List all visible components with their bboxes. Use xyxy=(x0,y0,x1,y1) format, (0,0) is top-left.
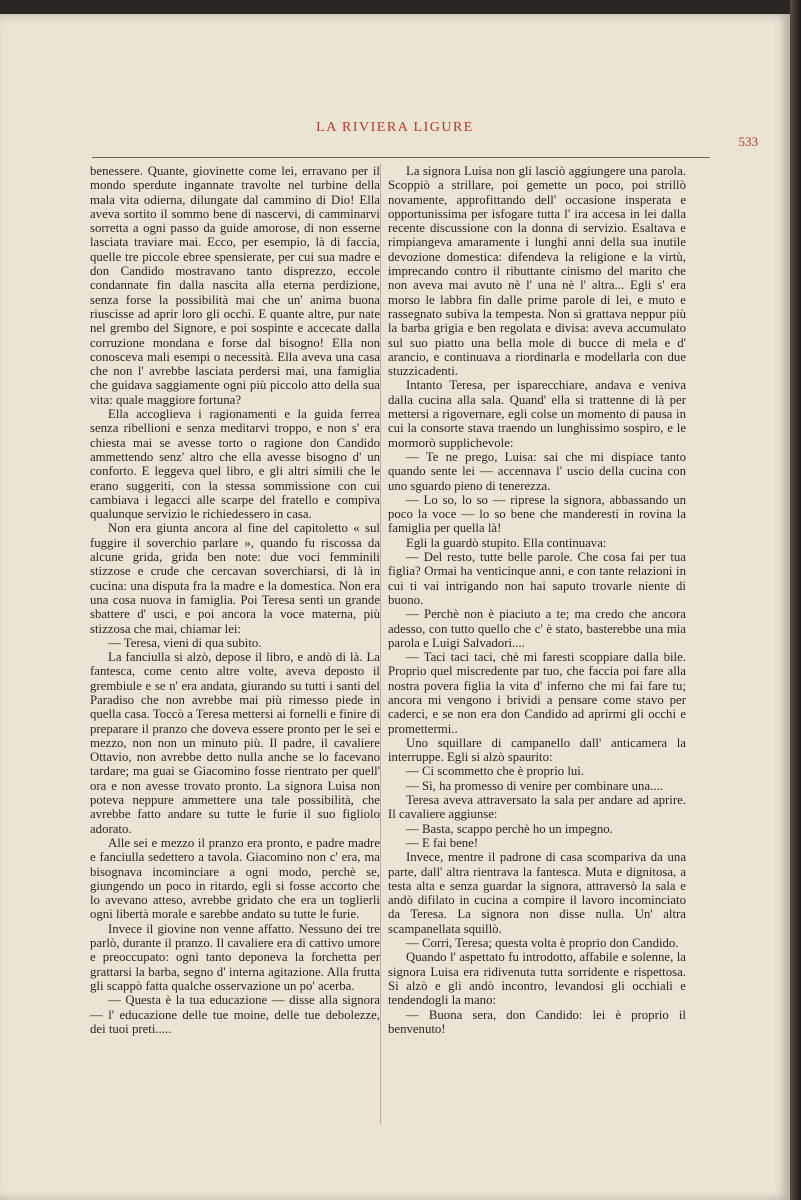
paragraph: La signora Luisa non gli lasciò aggiungere una parola. Scoppiò a strillare, poi gemette un poco, poi strillò novamente, approfittando dell' occasione insperata e opportunissima per isfogare tutta l' ira accesa in lei dalla recente discussione con la donna di servizio. Esaltava e rimpiangeva amaramente i lunghi anni della sua inutile devozione domestica: difendeva la religione e la virtù, imprecando contro il ributtante cinismo del marito che non aveva mai avuto nè l' una nè l' altra... Egli s' era morso le labbra fin dalle prime parole di lei, e muto e rassegnato subiva la tempesta. Non si grattava neppur più la barba grigia e ben regolata e divisa: aveva accumulato sul suo piatto una bella mole di bucce di mela e d' arancio, e continuava a riordinarla e modellarla con due stuzzicadenti. xyxy=(388,164,686,379)
column-divider xyxy=(380,164,381,1124)
paragraph: Non era giunta ancora al fine del capitoletto « sul fuggire il soverchio parlare », quando fu riscossa da alcune grida, grida ben note: due voci femminili stizzose e crude che cercavan soverchiarsi, di là in cucina: una disputa fra la madre e la domestica. Non era una cosa nuova in famiglia. Poi Teresa sentì un grande sbattere d' usci, e poi ancora la voce materna, più stizzosa che mai, chiamar lei: xyxy=(90,521,380,636)
paragraph: — Del resto, tutte belle parole. Che cosa fai per tua figlia? Ormai ha venticinque anni, e con tante relazioni in cui ti vai intrigando non hai saputo trovarle niente di buono. xyxy=(388,550,686,607)
paragraph: — Sì, ha promesso di venire per combinare una.... xyxy=(406,778,663,793)
paragraph: — E fai bene! xyxy=(406,835,479,850)
paragraph: La fanciulla si alzò, depose il libro, e andò di là. La fantesca, come cento altre volte, aveva deposto il grembiule e se n' era andata, giurando su tutti i santi del Paradiso che non avrebbe mai più rimesso piede in quella casa. Toccò a Teresa mettersi ai fornelli e finire di preparare il pranzo che doveva essere pronto per le sei e mezzo, non non un minuto più. Il padre, il cavaliere Ottavio, non avrebbe detto nulla anche se lo facevano tardare; ma guai se Giacomino fosse rientrato per quell' ora e non avesse trovato pronto. La signora Luisa non poteva neppure ammettere una tale possibilità, che avrebbe fatto andare su tutte le furie il suo figliolo adorato. xyxy=(90,650,380,836)
binding-edge xyxy=(790,0,801,1200)
paragraph: Invece il giovine non venne affatto. Nessuno dei tre parlò, durante il pranzo. Il cavaliere era di cattivo umore e preoccupato: ogni tanto deponeva la forchetta per grattarsi la barba, segno d' interna agitazione. Alla frutta gli scappò fatta qualche osservazione un po' acerba. xyxy=(90,921,380,993)
paragraph: benessere. Quante, giovinette come lei, erravano per il mondo sperdute ingannate travolte nel turbine della mala vita odierna, dilungate dal cammino di Dio! Ella aveva sortito il sommo bene di nascervi, di camminarvi sorretta a ogni passo da guide amorose, di non esserne lasciata traviare mai. Ecco, per esempio, là di faccia, quelle tre piccole ebree spensierate, per cui sua madre e don Candido mostravano tanto disprezzo, eccole condannate fin dalla nascita alla eterna perdizione, senza forse la possibilità mai che un' anima buona riuscisse ad aprir loro gli occhi. E quante altre, pur nate nel grembo del Signore, e poi sospinte e accecate dalla corruzione mondana e forse dal bisogno! Ella non conosceva mali esempi o necessità. Ella aveva una casa che non l' avrebbe lasciata perdersi mai, una famiglia che guidava saggiamente ogni più piccolo atto della sua vita: quale maggiore fortuna? xyxy=(90,164,380,407)
paragraph: — Teresa, vieni di qua subito. xyxy=(108,635,262,650)
paragraph: Intanto Teresa, per isparecchiare, andava e veniva dalla cucina alla sala. Quand' ella si trattenne di là per mettersi a rigovernare, egli colse un momento di pausa in cui la consorte stava traendo un lunghissimo sospiro, e le mormorò supplichevole: xyxy=(388,378,686,450)
paragraph: Teresa aveva attraversato la sala per andare ad aprire. Il cavaliere aggiunse: xyxy=(388,793,686,822)
paragraph: Alle sei e mezzo il pranzo era pronto, e padre madre e fanciulla sedettero a tavola. Giacomino non c' era, ma bisognava incominciare a ogni modo, perchè se, giungendo un poco in ritardo, egli si fosse accorto che lo avevano atteso, avrebbe gridato che era un toglierli ogni libertà morale e sarebbe andato su tutte le furie. xyxy=(90,835,380,922)
paragraph: Uno squillare di campanello dall' anticamera la interruppe. Egli si alzò spaurito: xyxy=(388,735,686,765)
right-column xyxy=(388,164,686,1036)
paragraph: Ella accoglieva i ragionamenti e la guida ferrea senza ribellioni e senza meditarvi troppo, e non s' era chiesta mai se avesse torto o ragione don Candido ammettendo senz' altro che ella avesse bisogno d' un conforto. E leggeva quel libro, e gli altri simili che le erano suggeriti, con la stessa sommissione con cui cambiava i legacci alle scarpe del fratello e compiva qualunque servizio le richiedessero in casa. xyxy=(90,407,380,522)
paragraph: — Questa è la tua educazione — disse alla signora — l' educazione delle tue moine, delle tue debolezze, dei tuoi preti..... xyxy=(90,993,380,1036)
magazine-page xyxy=(0,14,790,1200)
paragraph: Egli la guardò stupito. Ella continuava: xyxy=(406,535,607,550)
paragraph: Quando l' aspettato fu introdotto, affabile e solenne, la signora Luisa era ridivenuta tutta sorridente e rispettosa. Si alzò e gli andò incontro, levandosi gli occhiali e tendendogli la mano: xyxy=(388,950,686,1008)
paragraph: — Lo so, lo so — riprese la signora, abbassando un poco la voce — lo so bene che manderesti in rovina la famiglia per quella là! xyxy=(388,492,686,536)
left-column xyxy=(90,164,380,1036)
running-header: LA RIVIERA LIGURE xyxy=(316,120,474,135)
header-rule xyxy=(92,157,710,158)
paragraph: — Basta, scappo perchè ho un impegno. xyxy=(406,821,613,836)
paragraph: — Corri, Teresa; questa volta è proprio don Candido. xyxy=(406,936,679,951)
paragraph: — Ci scommetto che è proprio lui. xyxy=(406,764,585,779)
paragraph: — Te ne prego, Luisa: sai che mi dispiace tanto quando sente lei — accennava l' uscio della cucina con uno sguardo pieno di tenerezza. xyxy=(388,449,686,493)
paragraph: — Buona sera, don Candido: lei è proprio il benvenuto! xyxy=(388,1007,686,1036)
paragraph: — Perchè non è piaciuto a te; ma credo che ancora adesso, con tutto quello che c' è stato, basterebbe una mia parola e Luigi Salvadori.... xyxy=(388,607,686,650)
paragraph: — Taci taci taci, chè mi faresti scoppiare dalla bile. Proprio quel miscredente par tuo, che faccia poi fare alla nostra povera figlia la vita d' inferno che mi fai fare tu; ancora mi vengono i brividi a pensare come stavo per caderci, e se non era don Candido ad aprirmi gli occhi e promettermi.. xyxy=(388,650,686,736)
page-number: 533 xyxy=(738,134,758,149)
paragraph: Invece, mentre il padrone di casa scompariva da una parte, dall' altra rientrava la fantesca. Muta e dignitosa, a testa alta e senza guardar la signora, attraversò la sala e andò difilato in cucina a compire il lavoro incominciato da Teresa. La signora non disse nulla. Un' altra scampanellata squillò. xyxy=(388,850,686,936)
